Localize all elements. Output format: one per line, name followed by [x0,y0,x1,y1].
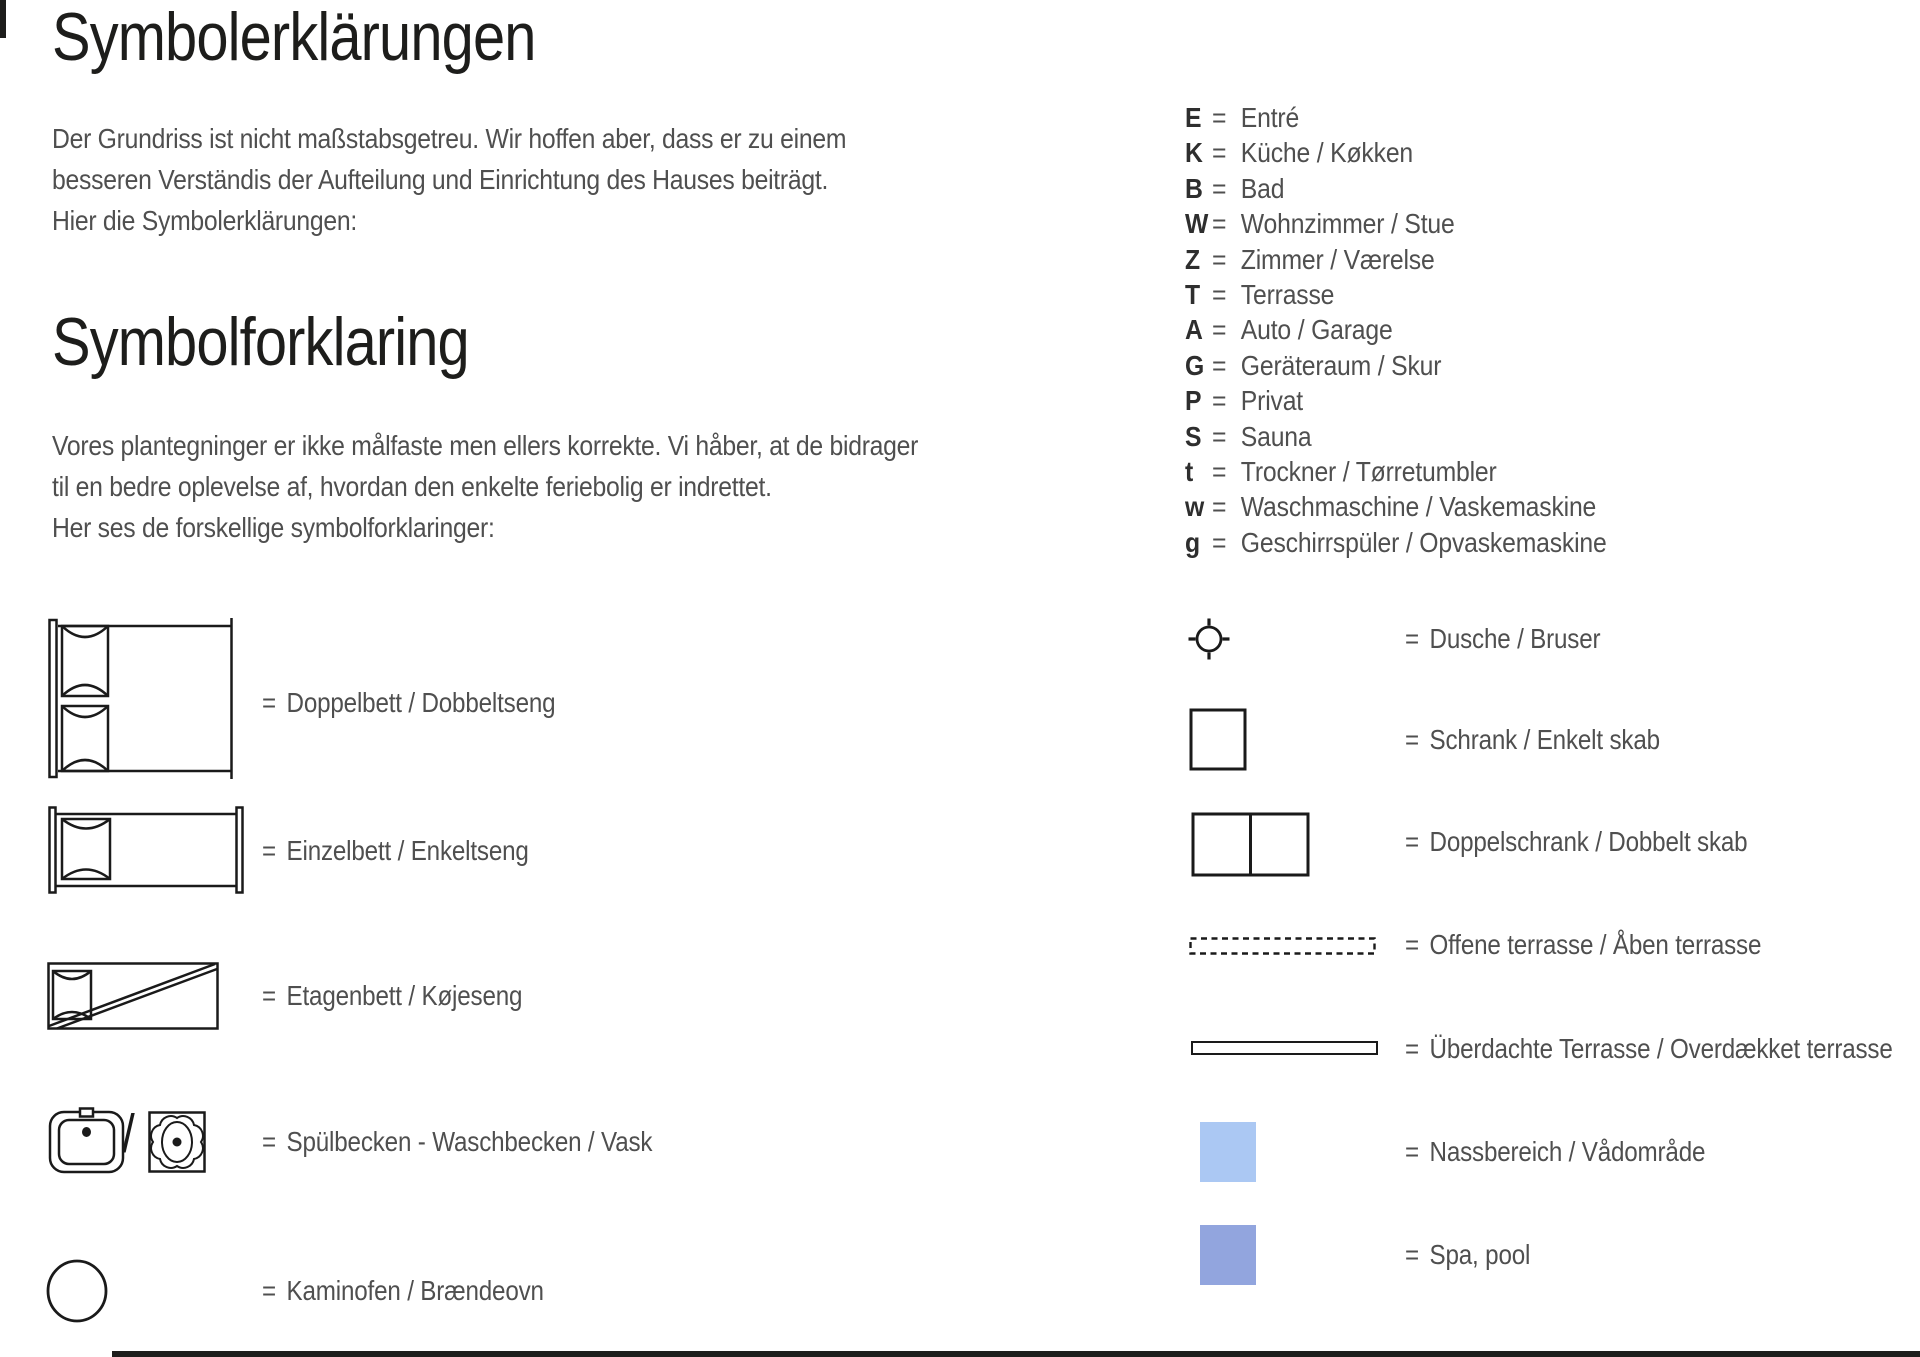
intro-de-line-2: besseren Verständis der Aufteilung und Einrichtung des Hauses beiträgt. [52,164,829,195]
equals-sign: = [1212,420,1227,452]
equals-sign: = [1405,929,1419,960]
abbr-meaning: Sauna [1240,420,1312,452]
equals-sign: = [1212,491,1227,523]
equals-sign: = [1405,623,1419,654]
label-text: Kaminofen / Brændeovn [286,1275,544,1306]
intro-paragraph-danish [52,425,918,548]
abbr-row-sauna [1185,421,1607,456]
label-text: Einzelbett / Enkeltseng [286,835,529,866]
label-text: Nassbereich / Vådområde [1429,1136,1706,1167]
abbr-letter: w [1185,491,1205,523]
label-text: Überdachte Terrasse / Overdækket terrasse [1429,1033,1893,1064]
sink-label [262,1122,652,1162]
abbr-row-terrasse [1185,279,1607,314]
abbr-letter: E [1185,102,1202,133]
abbr-row-waschmaschine [1185,491,1607,526]
intro-da-line-2: til en bedre oplevelse af, hvordan den enkelte feriebolig er indrettet. [52,471,772,502]
bunk-bed-icon [47,962,219,1030]
double-bed-icon [48,617,238,780]
intro-paragraph-german [52,118,846,241]
open-terrace-label [1405,925,1761,965]
page-title-danish: Symbolforklaring [52,304,469,380]
equals-sign: = [1405,1239,1419,1270]
abbr-row-entre [1185,102,1607,137]
equals-sign: = [262,1275,276,1306]
single-cabinet-label [1405,720,1660,760]
label-text: Etagenbett / Køjeseng [286,980,523,1011]
label-text: Doppelschrank / Dobbelt skab [1429,826,1748,857]
page-title-german: Symbolerklärungen [52,0,536,75]
abbr-meaning: Bad [1240,172,1285,204]
abbr-meaning: Geräteraum / Skur [1240,349,1442,381]
wood-stove-icon [46,1259,108,1323]
equals-sign: = [1212,314,1227,346]
abbr-meaning: Entré [1240,102,1300,133]
abbr-row-trockner [1185,456,1607,491]
equals-sign: = [1212,278,1227,310]
single-bed-icon [48,806,244,894]
equals-sign: = [1212,243,1227,275]
intro-da-line-3: Her ses de forskellige symbolforklaringer: [52,512,495,543]
equals-sign: = [262,687,276,718]
label-text: Offene terrasse / Åben terrasse [1429,929,1762,960]
abbr-row-wohnzimmer [1185,208,1607,243]
abbr-row-kueche [1185,137,1607,172]
spa-pool-label [1405,1235,1530,1275]
intro-de-line-1: Der Grundriss ist nicht maßstabsgetreu. Wir hoffen aber, dass er zu einem [52,123,847,154]
abbr-row-geraeteraum [1185,350,1607,385]
abbr-letter: B [1185,172,1203,204]
abbr-letter: W [1185,208,1209,240]
room-abbreviation-list [1185,102,1607,562]
covered-terrace-icon [1191,1041,1378,1055]
abbr-row-auto [1185,314,1607,349]
equals-sign: = [1405,826,1419,857]
abbr-letter: T [1185,278,1201,310]
abbr-meaning: Auto / Garage [1240,314,1393,346]
spa-pool-swatch [1200,1225,1256,1285]
bottom-edge-bar [112,1351,1920,1357]
intro-de-line-3: Hier die Symbolerklärungen: [52,205,357,236]
abbr-meaning: Wohnzimmer / Stue [1240,208,1455,240]
label-text: Spülbecken - Waschbecken / Vask [286,1126,653,1157]
shower-label [1405,619,1600,659]
abbr-letter: P [1185,385,1202,417]
bunk-bed-label [262,976,522,1016]
single-cabinet-icon [1189,708,1247,771]
wet-area-swatch [1200,1122,1256,1182]
equals-sign: = [1405,1136,1419,1167]
double-cabinet-label [1405,822,1747,862]
equals-sign: = [1212,349,1227,381]
equals-sign: = [262,1126,276,1157]
abbr-row-zimmer [1185,244,1607,279]
single-bed-label [262,831,529,871]
abbr-letter: g [1185,526,1201,558]
abbr-letter: S [1185,420,1202,452]
equals-sign: = [1212,102,1227,133]
abbr-letter: Z [1185,243,1201,275]
equals-sign: = [262,835,276,866]
wet-area-label [1405,1132,1705,1172]
abbr-meaning: Waschmaschine / Vaskemaskine [1240,491,1597,523]
abbr-row-privat [1185,385,1607,420]
wood-stove-label [262,1271,544,1311]
label-text: Schrank / Enkelt skab [1429,724,1660,755]
abbr-letter: A [1185,314,1203,346]
equals-sign: = [1405,1033,1419,1064]
abbr-letter: K [1185,137,1203,169]
equals-sign: = [262,980,276,1011]
intro-da-line-1: Vores plantegninger er ikke målfaste men ellers korrekte. Vi håber, at de bidrager [52,430,919,461]
equals-sign: = [1212,526,1227,558]
kitchen-sink-icon [48,1107,126,1175]
double-bed-label [262,683,555,723]
open-terrace-icon [1189,937,1376,955]
double-cabinet-icon [1191,812,1310,877]
covered-terrace-label [1405,1029,1893,1069]
abbr-meaning: Zimmer / Værelse [1240,243,1435,275]
label-text: Doppelbett / Dobbeltseng [286,687,556,718]
abbr-meaning: Küche / Køkken [1240,137,1413,169]
equals-sign: = [1212,137,1227,169]
label-text: Spa, pool [1429,1239,1531,1270]
equals-sign: = [1212,385,1227,417]
wash-basin-icon [148,1111,206,1173]
abbr-letter: G [1185,349,1205,381]
abbr-meaning: Privat [1240,385,1303,417]
abbr-letter: t [1185,455,1194,487]
abbr-row-bad [1185,173,1607,208]
label-text: Dusche / Bruser [1429,623,1601,654]
abbr-row-geschirrspueler [1185,527,1607,562]
slash-separator: / [122,1104,135,1164]
equals-sign: = [1212,208,1227,240]
abbr-meaning: Trockner / Tørretumbler [1240,455,1497,487]
equals-sign: = [1405,724,1419,755]
abbr-meaning: Geschirrspüler / Opvaskemaskine [1240,526,1607,558]
shower-icon [1187,617,1231,661]
equals-sign: = [1212,172,1227,204]
scan-mark-top-left [0,0,6,38]
equals-sign: = [1212,455,1227,487]
abbr-meaning: Terrasse [1240,278,1335,310]
